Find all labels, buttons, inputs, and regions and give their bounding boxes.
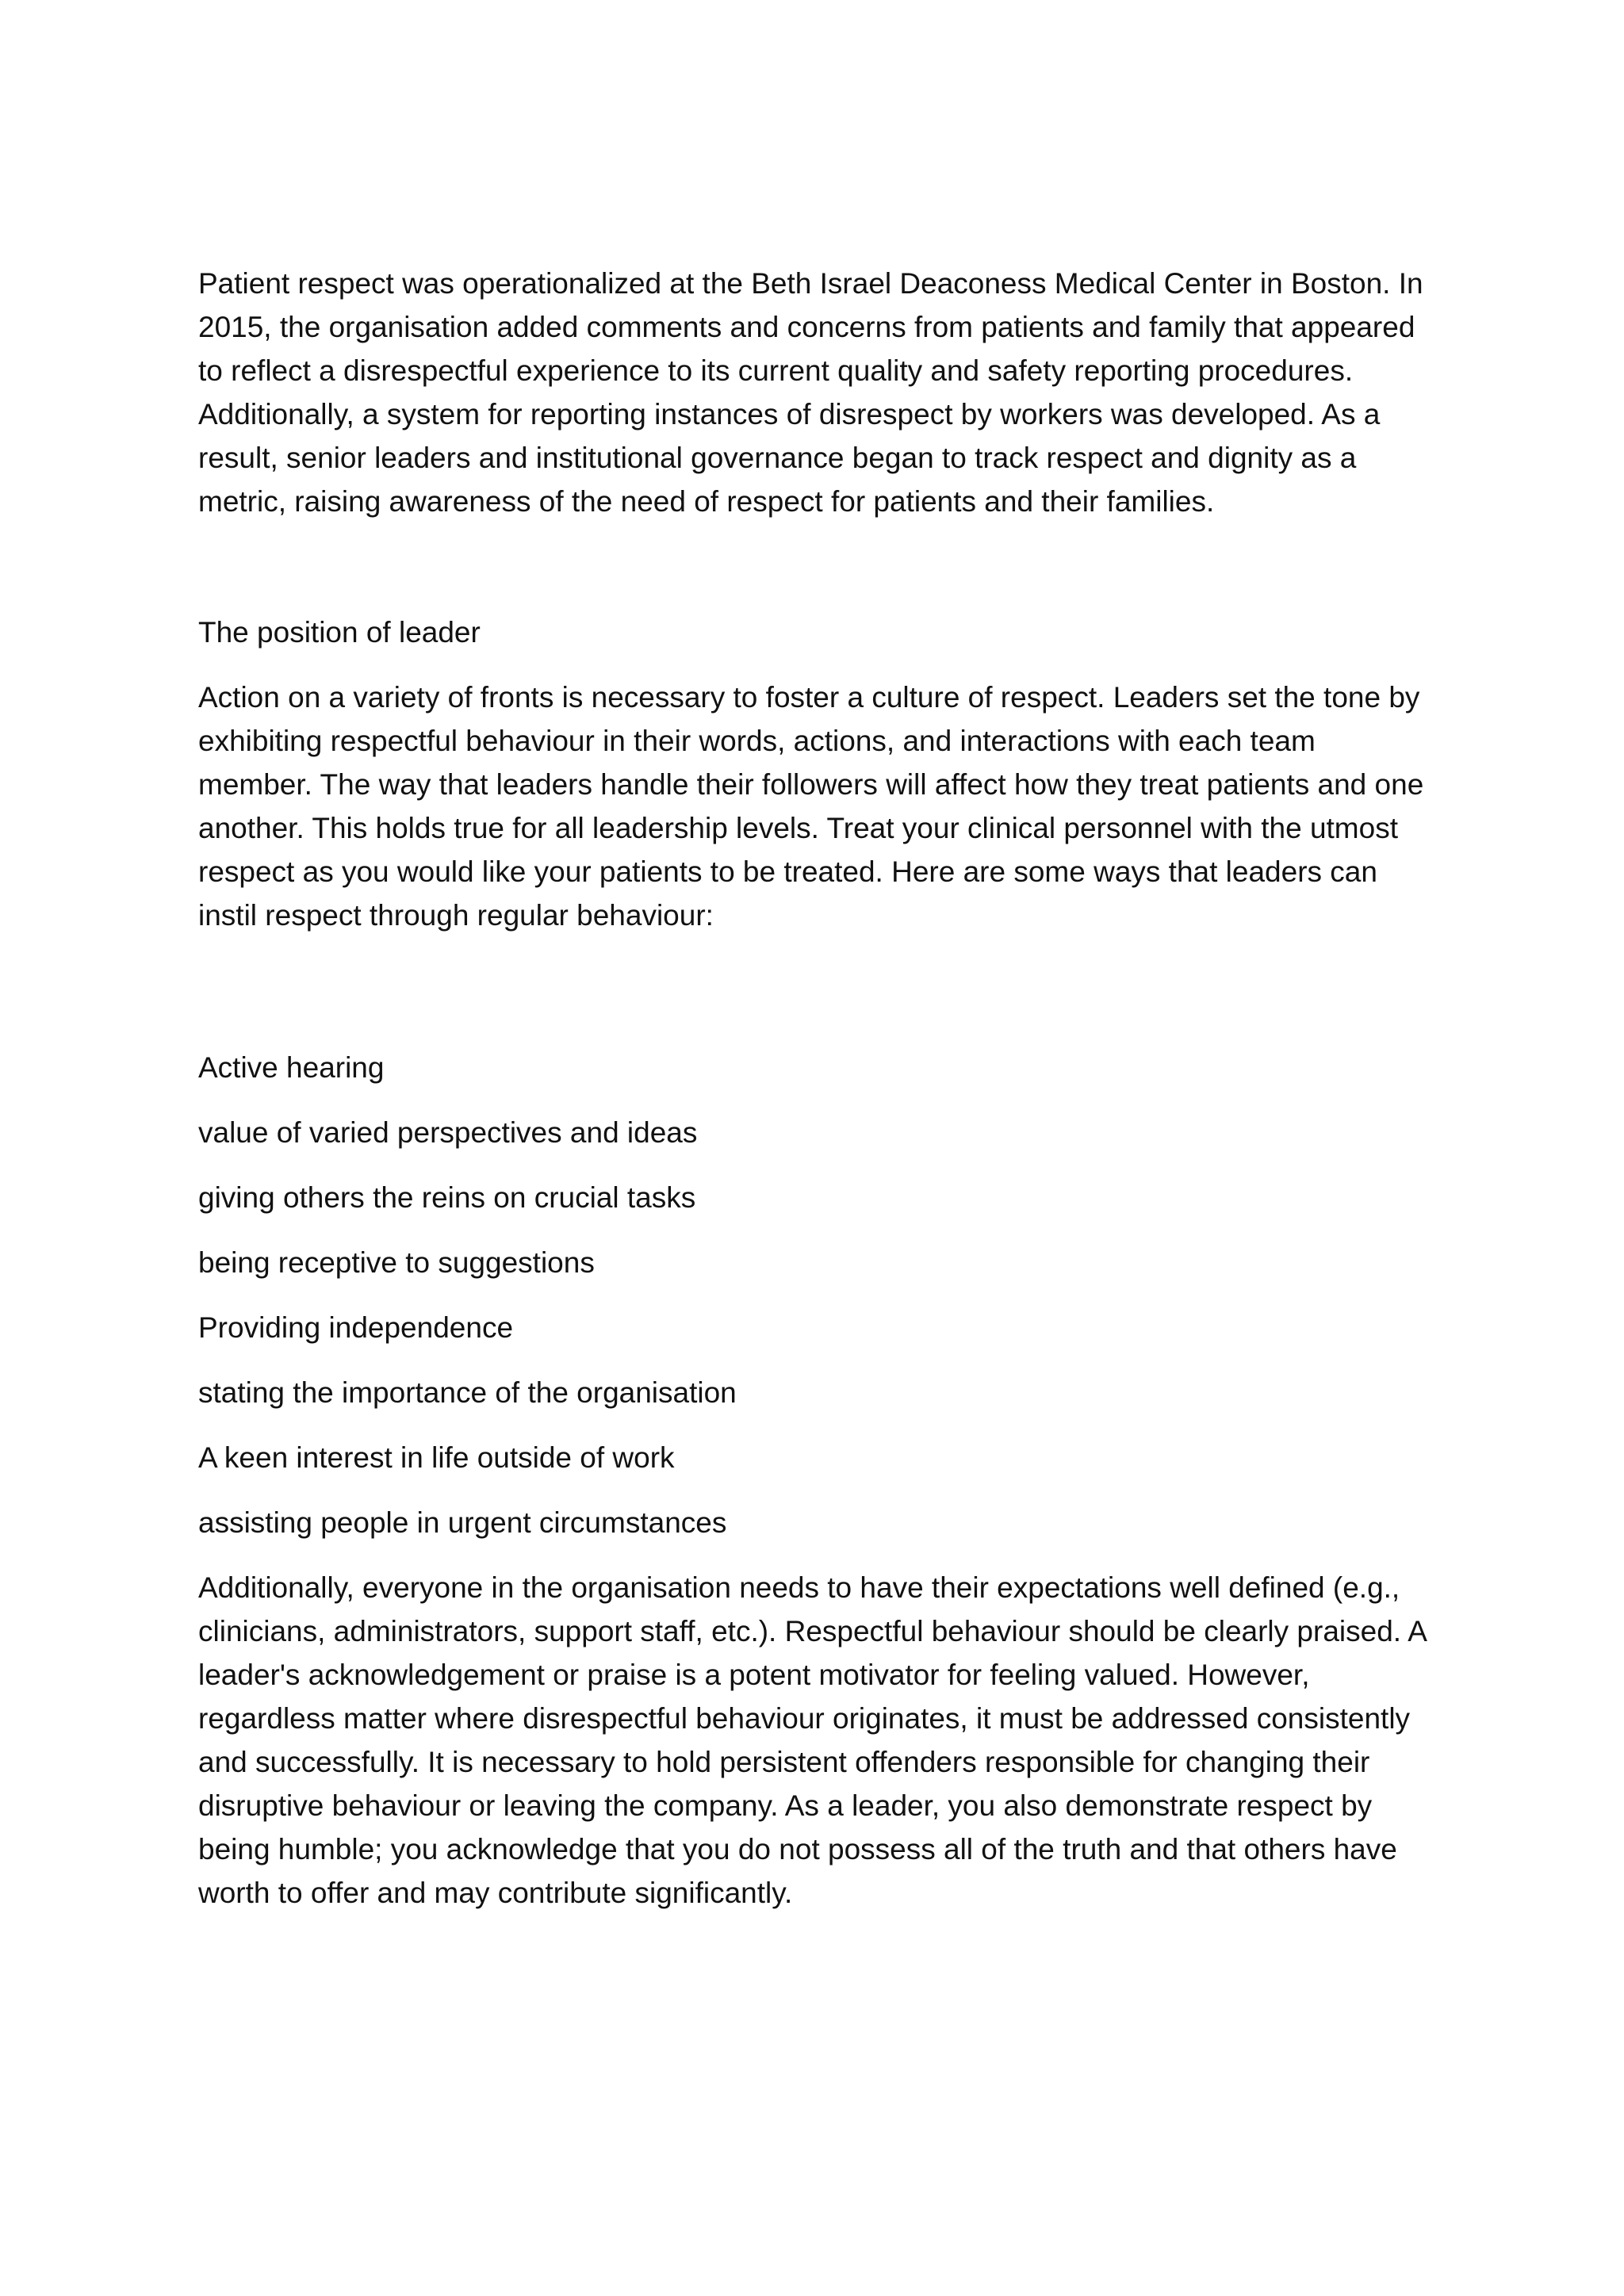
paragraph-patient-respect: Patient respect was operationalized at the Beth Israel Deaconess Medical Center in Boston. In 2015, the organisation added comments and concerns from patients and family that appeared to reflect a disrespectful experience to its current quality and safety reporting procedures. Additionally, a system for reporting instances of disrespect by workers was developed. As a result, senior leaders and institutional governance began to track respect and dignity as a metric, raising awareness of the need of respect for patients and their families. (198, 267, 1423, 518)
section-heading: The position of leader (198, 616, 481, 649)
list-item: giving others the reins on crucial tasks (198, 1181, 696, 1214)
paragraph-culture-of-respect: Action on a variety of fronts is necessary to foster a culture of respect. Leaders set the tone by exhibiting respectful behaviour in their words, actions, and interactions with each team member. The way that leaders handle their followers will affect how they treat patients and one another. This holds true for all leadership levels. Treat your clinical personnel with the utmost respect as you would like your patients to be treated. Here are some ways that leaders can instil respect through regular behaviour: (198, 681, 1424, 932)
list-item: Active hearing (198, 1051, 385, 1084)
list-item: A keen interest in life outside of work (198, 1441, 675, 1474)
list-item: value of varied perspectives and ideas (198, 1116, 698, 1149)
paragraph-expectations: Additionally, everyone in the organisation needs to have their expectations well defined (e.g., clinicians, administrators, support staff, etc.). Respectful behaviour should be clearly praised. A leader's acknowledgement or praise is a potent motivator for feeling valued. However, regardless matter where disrespectful behaviour originates, it must be addressed consistently and successfully. It is necessary to hold persistent offenders responsible for changing their disruptive behaviour or leaving the company. As a leader, you also demonstrate respect by being humble; you acknowledge that you do not possess all of the truth and that others have worth to offer and may contribute significantly. (198, 1571, 1426, 1909)
document-body (198, 262, 1435, 1915)
list-item: assisting people in urgent circumstances (198, 1506, 727, 1539)
list-item: being receptive to suggestions (198, 1246, 595, 1279)
list-item: stating the importance of the organisation (198, 1376, 737, 1409)
list-item: Providing independence (198, 1311, 514, 1344)
behaviour-list (198, 1046, 1435, 1544)
